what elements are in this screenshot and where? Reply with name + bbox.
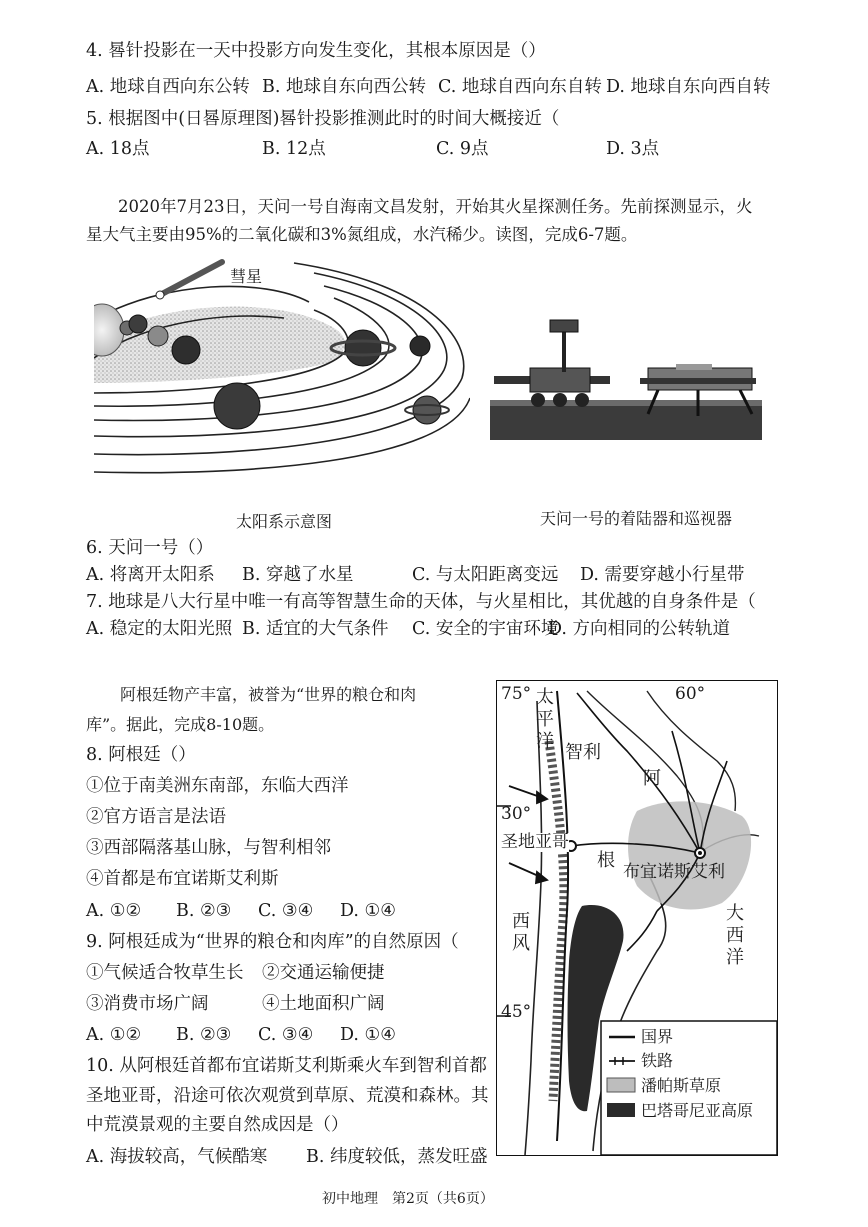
q6-option-a: A. 将离开太阳系 xyxy=(86,565,215,585)
page-footer: 初中地理 第2页（共6页） xyxy=(322,1191,494,1207)
q8-item-3: ③西部隔落基山脉，与智利相邻 xyxy=(86,838,331,858)
lander-rover-illustration xyxy=(490,318,762,440)
pampas-region xyxy=(628,801,751,909)
map-label-westerlies: 西风 xyxy=(512,911,530,954)
q9-option-d: D. ①④ xyxy=(340,1025,396,1045)
q4-option-d: D. 地球自东向西自转 xyxy=(606,77,771,97)
q10-option-a: A. 海拔较高，气候酷寒 xyxy=(86,1147,268,1167)
planet-venus xyxy=(129,315,147,333)
comet-label: 彗星 xyxy=(230,267,263,286)
solar-system-diagram xyxy=(94,258,470,494)
planet-uranus xyxy=(410,336,430,356)
q5-option-c: C. 9点 xyxy=(436,139,489,159)
q4-option-c: C. 地球自西向东自转 xyxy=(438,77,602,97)
caption-solar-system: 太阳系示意图 xyxy=(236,512,333,531)
q5-stem: 5. 根据图中(日晷原理图)晷针投影推测此时的时间大概接近（ xyxy=(86,109,560,129)
map-label-santiago: 圣地亚哥 xyxy=(501,832,569,852)
q7-option-b: B. 适宜的大气条件 xyxy=(242,619,389,639)
q9-option-a: A. ①② xyxy=(86,1025,142,1045)
map-label-atlantic: 大西洋 xyxy=(726,903,744,968)
q10-line3: 中荒漠景观的主要自然成因是（） xyxy=(86,1115,349,1135)
legend-railway-label: 铁路 xyxy=(641,1051,674,1070)
q9-item-4: ④土地面积广阔 xyxy=(262,994,385,1014)
map-lat-30: 30° xyxy=(501,804,532,824)
passage1-line2: 星大气主要由95%的二氧化碳和3%氮组成，水汽稀少。读图，完成6-7题。 xyxy=(86,225,638,244)
q7-option-c: C. 安全的宇宙环境 xyxy=(412,619,559,639)
legend-pampas-swatch xyxy=(607,1078,635,1092)
q9-item-2: ②交通运输便捷 xyxy=(262,963,385,983)
legend-border-label: 国界 xyxy=(641,1027,674,1046)
q4-stem: 4. 晷针投影在一天中投影方向发生变化，其根本原因是（） xyxy=(86,41,546,61)
q9-item-3: ③消费市场广阔 xyxy=(86,994,209,1014)
q8-item-4: ④首都是布宜诺斯艾利斯 xyxy=(86,869,279,889)
map-label-chile: 智利 xyxy=(565,742,601,763)
map-label-argentina-gen: 根 xyxy=(597,850,615,871)
q9-stem: 9. 阿根廷成为“世界的粮仓和肉库”的自然原因（ xyxy=(86,932,459,952)
q7-option-d: D. 方向相同的公转轨道 xyxy=(548,619,731,639)
q5-option-a: A. 18点 xyxy=(86,139,150,159)
planet-neptune xyxy=(413,396,441,424)
q8-option-d: D. ①④ xyxy=(340,901,396,921)
q9-option-b: B. ②③ xyxy=(176,1025,232,1045)
planet-earth xyxy=(148,326,168,346)
q10-line2: 圣地亚哥，沿途可依次观赏到草原、荒漠和森林。其 xyxy=(86,1086,489,1106)
q8-stem: 8. 阿根廷（） xyxy=(86,745,196,765)
q8-option-b: B. ②③ xyxy=(176,901,232,921)
planet-mars xyxy=(172,336,200,364)
q6-option-b: B. 穿越了水星 xyxy=(242,565,354,585)
q9-option-c: C. ③④ xyxy=(258,1025,314,1045)
q8-option-a: A. ①② xyxy=(86,901,142,921)
lander-rover-photo xyxy=(490,318,762,440)
q6-stem: 6. 天问一号（） xyxy=(86,538,214,558)
q9-item-1: ①气候适合牧草生长 xyxy=(86,963,244,983)
q10-line1: 10. 从阿根廷首都布宜诺斯艾利斯乘火车到智利首都 xyxy=(86,1056,487,1076)
passage2-line1: 阿根廷物产丰富，被誉为“世界的粮仓和肉 xyxy=(120,685,417,704)
q8-option-c: C. ③④ xyxy=(258,901,314,921)
passage1-line1: 2020年7月23日，天问一号自海南文昌发射，开始其火星探测任务。先前探测显示，火 xyxy=(118,197,753,216)
q7-option-a: A. 稳定的太阳光照 xyxy=(86,619,233,639)
planet-saturn xyxy=(345,330,381,366)
map-label-argentina-a: 阿 xyxy=(643,768,661,789)
legend-patagonia-swatch xyxy=(607,1103,635,1117)
q5-option-b: B. 12点 xyxy=(262,139,326,159)
argentina-map xyxy=(496,680,778,1156)
q5-option-d: D. 3点 xyxy=(606,139,660,159)
map-lon-75: 75° xyxy=(501,684,532,704)
map-lon-60: 60° xyxy=(675,684,706,704)
legend-patagonia-label: 巴塔哥尼亚高原 xyxy=(641,1101,754,1120)
q7-stem: 7. 地球是八大行星中唯一有高等智慧生命的天体，与火星相比，其优越的自身条件是（ xyxy=(86,592,756,612)
planet-jupiter xyxy=(214,383,260,429)
map-label-buenos-aires: 布宜诺斯艾利 xyxy=(623,862,725,882)
caption-lander-rover: 天问一号的着陆器和巡视器 xyxy=(540,509,733,528)
passage2-line2: 库”。据此，完成8-10题。 xyxy=(86,715,275,734)
map-label-pacific: 太平洋 xyxy=(536,687,554,752)
q6-option-d: D. 需要穿越小行星带 xyxy=(580,565,745,585)
solar-system-figure xyxy=(94,258,470,494)
q4-option-a: A. 地球自西向东公转 xyxy=(86,77,250,97)
q6-option-c: C. 与太阳距离变远 xyxy=(412,565,559,585)
q8-item-1: ①位于南美洲东南部，东临大西洋 xyxy=(86,776,349,796)
q4-option-b: B. 地球自东向西公转 xyxy=(262,77,426,97)
q10-option-b: B. 纬度较低，蒸发旺盛 xyxy=(306,1147,488,1167)
map-lat-45: 45° xyxy=(501,1002,532,1022)
legend-pampas-label: 潘帕斯草原 xyxy=(641,1076,722,1095)
q8-item-2: ②官方语言是法语 xyxy=(86,807,226,827)
